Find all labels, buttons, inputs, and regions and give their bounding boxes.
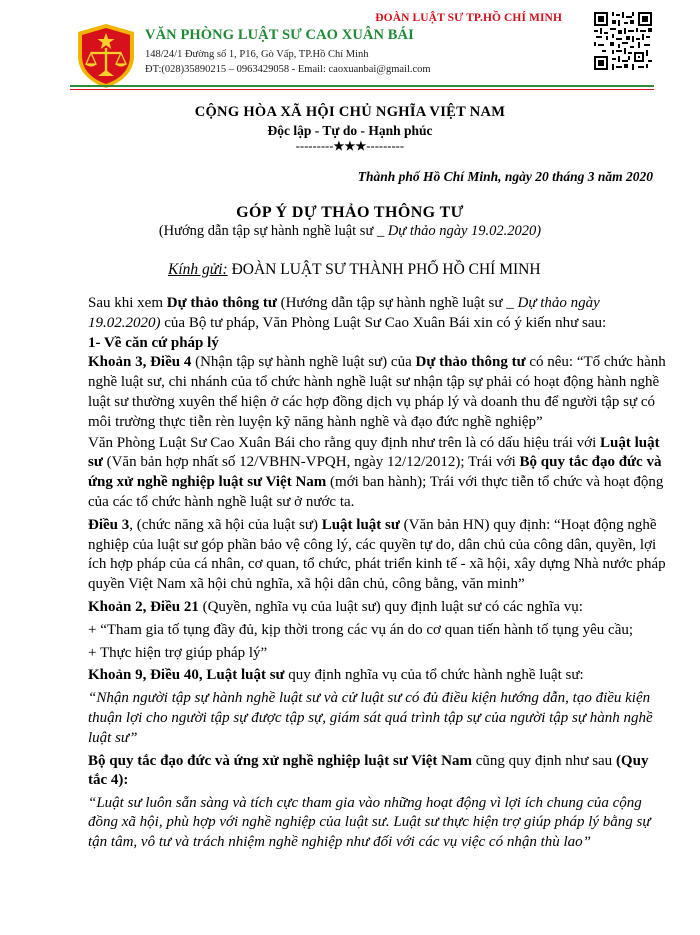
qr-code-icon: [594, 12, 652, 70]
paragraph-khoan3-dieu4: Khoản 3, Điều 4 (Nhận tập sự hành nghề luật sư) của Dự thảo thông tư có nêu: “Tổ chức hành nghề luật sư, chi nhánh của tổ chức hành nghề luật sư nhận tập sự phải có hoạt động hành nghề luật sư thường xuyên thể hiện ở các hợp đồng dịch vụ pháp lý và doanh thu để người tập sự có môi trường thực tiễn rèn luyện kỹ năng hành nghề và đạo đức nghề nghiệp”: [88, 354, 666, 430]
paragraph-opinion: Văn Phòng Luật Sư Cao Xuân Bái cho rằng quy định như trên là có dấu hiệu trái với Luật luật sư (Văn bản hợp nhất số 12/VBHN-VPQH, ngày 12/12/2012); Trái với Bộ quy tắc đạo đức và ứng xử nghề nghiệp luật sư Việt Nam (mới ban hành); Trái với thực tiễn tổ chức và hoạt động của các tổ chức hành nghề luật sư ở nước ta.: [88, 434, 664, 510]
national-title: CỘNG HÒA XÃ HỘI CHỦ NGHĨA VIỆT NAM: [194, 104, 506, 120]
firm-name: VĂN PHÒNG LUẬT SƯ CAO XUÂN BÁI: [145, 27, 414, 43]
document-subtitle: (Hướng dẫn tập sự hành nghề luật sư _ Dự thảo ngày 19.02.2020): [158, 223, 542, 239]
document-body: [88, 294, 668, 852]
list-item: + “Tham gia tố tụng đầy đủ, kịp thời trong các vụ án do cơ quan tiến hành tố tụng yêu cầu;: [88, 621, 634, 638]
paragraph-khoan2-dieu21: Khoản 2, Điều 21 (Quyền, nghĩa vụ của luật sư) quy định luật sư có các nghĩa vụ:: [88, 598, 583, 615]
recipient-name: ĐOÀN LUẬT SƯ THÀNH PHỐ HỒ CHÍ MINH: [227, 261, 541, 278]
paragraph-code-of-ethics: Bộ quy tắc đạo đức và ứng xử nghề nghiệp luật sư Việt Nam cũng quy định như sau (Quy tắc 4):: [88, 752, 649, 789]
list-item: + Thực hiện trợ giúp pháp lý”: [88, 644, 268, 661]
firm-address: 148/24/1 Đường số 1, P16, Gò Vấp, TP.Hồ Chí Minh: [145, 49, 369, 60]
recipient-line: [168, 261, 541, 279]
document-title: GÓP Ý DỰ THẢO THÔNG TƯ: [236, 204, 464, 221]
header-divider-red: [70, 89, 654, 90]
scales-of-justice-shield-icon: [72, 22, 140, 90]
section-heading: 1- Về căn cứ pháp lý: [88, 334, 219, 351]
paragraph-dieu3: Điều 3, (chức năng xã hội của luật sư) Luật luật sư (Văn bản HN) quy định: “Hoạt động nghề nghiệp của luật sư góp phần bảo vệ công lý, các quyền tự do, dân chủ của công dân, quyền, lợi ích hợp pháp của cá nhân, cơ quan, tổ chức, phát triển kinh tế - xã hội, xây dựng Nhà nước pháp quyền Việt Nam xã hội chủ nghĩa, xã hội dân chủ, công bằng, văn minh”: [88, 516, 666, 593]
header-divider-green: [70, 85, 654, 87]
paragraph-khoan9-dieu40: Khoản 9, Điều 40, Luật luật sư quy định nghĩa vụ của tổ chức hành nghề luật sư:: [88, 667, 584, 684]
recipient-label: Kính gửi:: [168, 261, 228, 278]
star-divider: ---------★★★---------: [295, 139, 405, 153]
firm-contact: ĐT:(028)35890215 – 0963429058 - Email: caoxuanbai@gmail.com: [145, 64, 431, 75]
quote-dieu40: “Nhận người tập sự hành nghề luật sư và cử luật sư có đủ điều kiện hướng dẫn, tạo điều kiện thuận lợi cho người tập sự được tập sự, giám sát quá trình tập sự của người tập sự hành nghề luật sư”: [88, 690, 653, 746]
date-line: Thành phố Hồ Chí Minh, ngày 20 tháng 3 năm 2020: [357, 169, 653, 184]
national-motto: Độc lập - Tự do - Hạnh phúc: [267, 123, 433, 138]
bar-association-label: ĐOÀN LUẬT SƯ TP.HỒ CHÍ MINH: [375, 12, 562, 24]
intro-paragraph: Sau khi xem Dự thảo thông tư (Hướng dẫn tập sự hành nghề luật sư _ Dự thảo ngày 19.02.2020) của Bộ tư pháp, Văn Phòng Luật Sư Cao Xuân Bái xin có ý kiến như sau:: [88, 295, 607, 331]
quote-rule4: “Luật sư luôn sẵn sàng và tích cực tham gia vào những hoạt động vì lợi ích chung của cộng đồng xã hội, phù hợp với nghề nghiệp của luật sư. Luật sư thực hiện trợ giúp pháp lý bằng sự tận tâm, vô tư và trách nhiệm nghề nghiệp như đối với các vụ việc có nhận thù lao”: [88, 795, 651, 850]
